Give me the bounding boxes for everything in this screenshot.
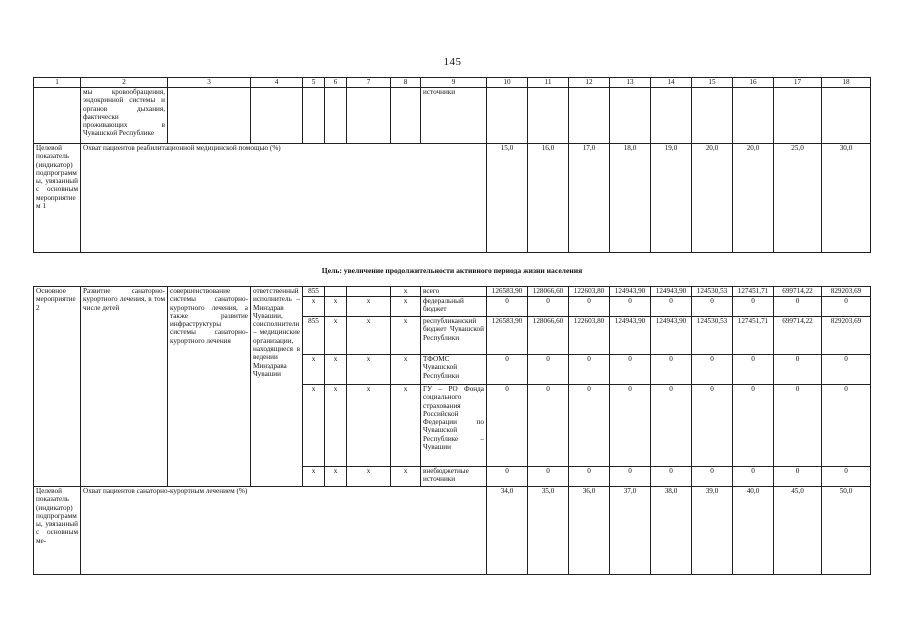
column-number: 8 (391, 78, 421, 88)
indicator-value: 38,0 (651, 487, 692, 575)
indicator-value: 37,0 (610, 487, 651, 575)
indicator-value: 16,0 (528, 144, 569, 253)
indicator-text: Охват пациентов реабилитационной медицинской помощью (%) (81, 144, 487, 253)
code-cell: x (391, 355, 421, 385)
indicator-value: 15,0 (487, 144, 528, 253)
funding-value: 0 (528, 297, 569, 317)
indicator-value: 50,0 (822, 487, 871, 575)
funding-value: 0 (692, 355, 733, 385)
column-number: 3 (168, 78, 251, 88)
funding-value: 0 (610, 297, 651, 317)
funding-value: 0 (774, 297, 822, 317)
funding-value: 0 (822, 355, 871, 385)
funding-source: ГУ – РО Фонда социального страхования Российской Федерации по Чувашской Республике – Чувашии (421, 385, 487, 467)
indicator-text: Охват пациентов санаторно-курортным лечением (%) (81, 487, 487, 575)
code-cell (325, 287, 347, 297)
table-row (34, 88, 871, 144)
funding-value: 0 (822, 467, 871, 487)
funding-value: 127451,71 (733, 287, 774, 297)
column-number: 10 (487, 78, 528, 88)
source-cell: источники (421, 88, 487, 144)
indicator-value: 40,0 (733, 487, 774, 575)
indicator-value: 34,0 (487, 487, 528, 575)
code-cell: x (325, 385, 347, 467)
funding-value: 0 (610, 355, 651, 385)
code-cell: x (303, 467, 325, 487)
column-number: 15 (692, 78, 733, 88)
funding-value: 0 (692, 467, 733, 487)
indicator-value: 20,0 (733, 144, 774, 253)
funding-value: 0 (733, 297, 774, 317)
funding-value: 0 (569, 385, 610, 467)
code-cell: x (303, 385, 325, 467)
code-cell: x (391, 297, 421, 317)
funding-value: 0 (487, 297, 528, 317)
indicator-value: 36,0 (569, 487, 610, 575)
funding-value: 699714,22 (774, 287, 822, 297)
main-measure-label: Основное мероприятие 2 (34, 287, 81, 487)
code-cell: x (303, 297, 325, 317)
column-number: 6 (325, 78, 347, 88)
code-cell: x (347, 385, 391, 467)
indicator-value: 30,0 (822, 144, 871, 253)
funding-value: 0 (822, 297, 871, 317)
funding-value: 0 (822, 385, 871, 467)
funding-source: всего (421, 287, 487, 297)
indicator-value: 19,0 (651, 144, 692, 253)
funding-value: 126583,90 (487, 287, 528, 297)
funding-value: 0 (528, 467, 569, 487)
code-cell: 855 (303, 317, 325, 355)
column-number: 17 (774, 78, 822, 88)
funding-value: 0 (692, 297, 733, 317)
code-cell: x (325, 297, 347, 317)
indicator-value: 18,0 (610, 144, 651, 253)
funding-value: 124530,53 (692, 287, 733, 297)
funding-value: 0 (651, 467, 692, 487)
funding-value: 126583,90 (487, 317, 528, 355)
funding-value: 0 (774, 467, 822, 487)
indicator-value: 20,0 (692, 144, 733, 253)
funding-value: 0 (774, 385, 822, 467)
column-number: 14 (651, 78, 692, 88)
funding-value: 124943,90 (651, 287, 692, 297)
funding-value: 0 (733, 467, 774, 487)
funding-value: 0 (610, 467, 651, 487)
funding-value: 0 (733, 385, 774, 467)
column-number: 18 (822, 78, 871, 88)
funding-value: 128066,60 (528, 287, 569, 297)
funding-value: 0 (651, 297, 692, 317)
code-cell: x (303, 355, 325, 385)
main-measure-goal: совершенствование системы санаторно-курортного лечения, а также развитие инфраструктуры системы санаторно-курортного лечения (168, 287, 251, 487)
funding-value: 0 (569, 467, 610, 487)
funding-value: 0 (651, 385, 692, 467)
funding-value: 0 (569, 297, 610, 317)
funding-value: 0 (487, 355, 528, 385)
funding-source: республиканский бюджет Чувашской Республики (421, 317, 487, 355)
funding-value: 0 (651, 355, 692, 385)
funding-value: 122603,80 (569, 317, 610, 355)
program-table-bottom (33, 286, 871, 575)
column-number: 1 (34, 78, 81, 88)
indicator-label: Целевой показатель (индикатор) подпрограммы, увязанный с основным мероприятием 1 (34, 144, 81, 253)
main-measure-name: Развитие санаторно-курортного лечения, в том числе детей (81, 287, 168, 487)
code-cell: x (391, 287, 421, 297)
indicator-value: 35,0 (528, 487, 569, 575)
indicator-value: 25,0 (774, 144, 822, 253)
code-cell: x (391, 467, 421, 487)
funding-value: 0 (569, 355, 610, 385)
code-cell: x (325, 467, 347, 487)
code-cell: x (347, 355, 391, 385)
goal-heading: Цель: увеличение продолжительности активного периода жизни населения (321, 266, 583, 275)
code-cell: x (347, 467, 391, 487)
column-number: 7 (347, 78, 391, 88)
funding-value: 0 (528, 385, 569, 467)
funding-value: 124943,90 (651, 317, 692, 355)
column-number: 4 (251, 78, 303, 88)
funding-value: 0 (487, 385, 528, 467)
code-cell: x (325, 355, 347, 385)
column-number: 2 (81, 78, 168, 88)
funding-value: 0 (774, 355, 822, 385)
indicator-value: 39,0 (692, 487, 733, 575)
funding-value: 124943,90 (610, 287, 651, 297)
code-cell: 855 (303, 287, 325, 297)
indicator-value: 17,0 (569, 144, 610, 253)
code-cell: x (391, 385, 421, 467)
indicator-row (34, 144, 871, 253)
column-number: 11 (528, 78, 569, 88)
funding-source: федеральный бюджет (421, 297, 487, 317)
code-cell: x (391, 317, 421, 355)
column-number-header (34, 78, 871, 88)
column-number: 16 (733, 78, 774, 88)
indicator-row (34, 487, 871, 575)
funding-source: ТФОМС Чувашской Республики (421, 355, 487, 385)
funding-value: 127451,71 (733, 317, 774, 355)
funding-value: 0 (610, 385, 651, 467)
code-cell: x (347, 297, 391, 317)
funding-row (34, 287, 871, 297)
measure-description-cell: мы кровообращения, эндокринной системы и органов дыхания, фактически проживающих в Чувашской Республике (81, 88, 168, 144)
funding-value: 829203,69 (822, 317, 871, 355)
indicator-label: Целевой показатель (индикатор) подпрограммы, увязанный с основным ме- (34, 487, 81, 575)
program-table-top (33, 77, 871, 253)
page-number: 145 (443, 56, 462, 68)
funding-value: 124943,90 (610, 317, 651, 355)
funding-value: 124530,53 (692, 317, 733, 355)
indicator-value: 45,0 (774, 487, 822, 575)
code-cell: x (325, 317, 347, 355)
responsible-executor: ответственный исполнитель – Минздрав Чувашии, соисполнители – медицинские организации, находящиеся в ведении Минздрава Чувашии (251, 287, 303, 487)
funding-value: 0 (487, 467, 528, 487)
column-number: 5 (303, 78, 325, 88)
funding-value: 128066,60 (528, 317, 569, 355)
column-number: 12 (569, 78, 610, 88)
funding-value: 0 (528, 355, 569, 385)
code-cell (347, 287, 391, 297)
funding-source: внебюджетные источники (421, 467, 487, 487)
funding-value: 829203,69 (822, 287, 871, 297)
column-number: 13 (610, 78, 651, 88)
funding-value: 0 (692, 385, 733, 467)
code-cell: x (347, 317, 391, 355)
funding-value: 122603,80 (569, 287, 610, 297)
funding-value: 699714,22 (774, 317, 822, 355)
funding-value: 0 (733, 355, 774, 385)
column-number: 9 (421, 78, 487, 88)
